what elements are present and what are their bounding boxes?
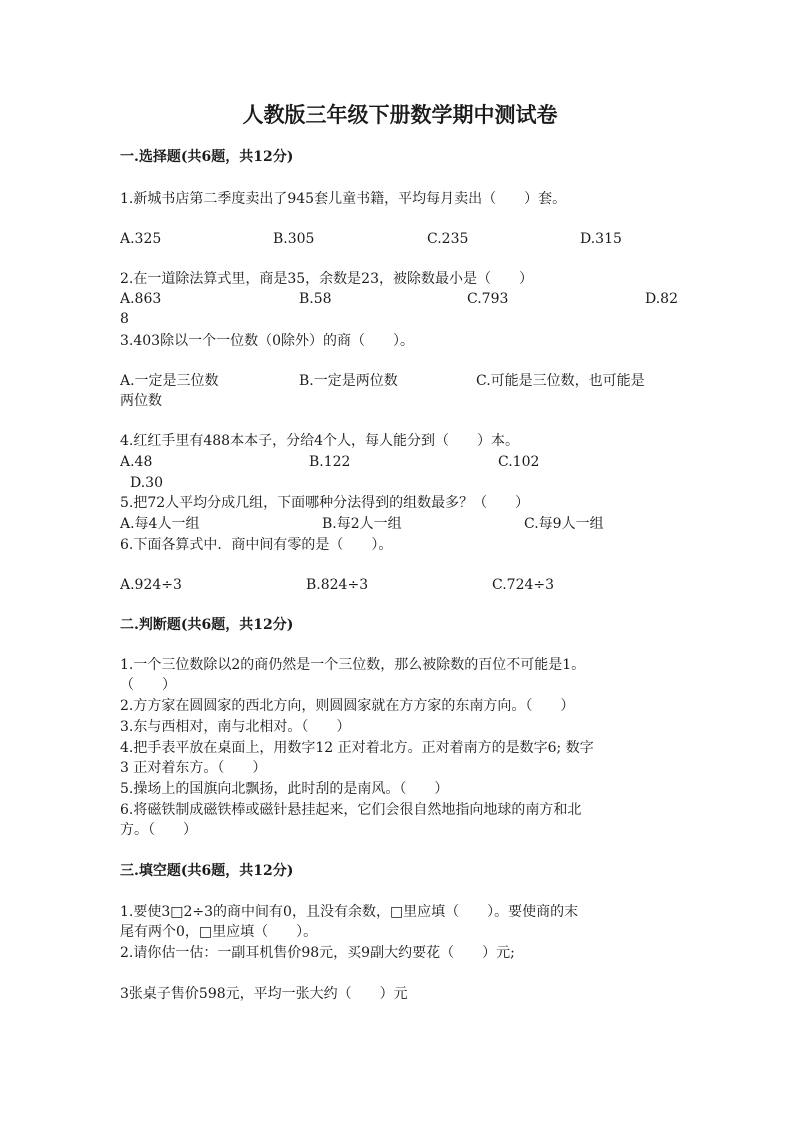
option-a: A.每4人一组 xyxy=(120,516,200,532)
option-a: A.863 xyxy=(120,291,162,307)
section-heading-judgment: 二.判断题(共6题，共12分) xyxy=(120,617,294,633)
option-a: A.924÷3 xyxy=(120,577,182,593)
option-c: C.793 xyxy=(467,291,509,307)
option-a: A.48 xyxy=(120,454,153,470)
option-d: D.82 xyxy=(645,291,678,307)
question-1-1: 1.新城书店第二季度卖出了945套儿童书籍，平均每月卖出（ ）套。 xyxy=(120,191,567,207)
option-c: C.724÷3 xyxy=(492,577,555,593)
section-heading-choice: 一.选择题(共6题，共12分) xyxy=(120,149,294,165)
question-3-1: 1.要使3□2÷3的商中间有0，且没有余数，□里应填（ ）。要使商的末 xyxy=(120,904,579,920)
question-1-6: 6.下面各算式中．商中间有零的是（ ）。 xyxy=(120,537,393,553)
question-2-4-continued: 3 正对着东方。（ ） xyxy=(120,760,267,776)
option-b: B.122 xyxy=(309,454,351,470)
option-b: B.一定是两位数 xyxy=(299,373,398,389)
option-b: B.58 xyxy=(299,291,332,307)
question-3-2: 2.请你估一估：一副耳机售价98元，买9副大约要花（ ）元; xyxy=(120,945,515,961)
option-d: D.315 xyxy=(580,231,622,247)
option-d-continued: 8 xyxy=(120,311,129,327)
option-c: C.可能是三位数，也可能是 xyxy=(476,373,645,389)
question-1-3: 3.403除以一个一位数（0除外）的商（ ）。 xyxy=(120,333,414,349)
option-c: C.235 xyxy=(427,231,469,247)
question-3-2-continued: 3张桌子售价598元，平均一张大约（ ）元 xyxy=(120,986,408,1002)
question-1-5: 5.把72人平均分成几组，下面哪种分法得到的组数最多？（ ） xyxy=(120,495,530,511)
question-2-5: 5.操场上的国旗向北飘扬，此时刮的是南风。（ ） xyxy=(120,781,449,797)
option-b: B.305 xyxy=(273,231,315,247)
page-title: 人教版三年级下册数学期中测试卷 xyxy=(242,102,558,127)
option-c-continued: 两位数 xyxy=(120,393,162,409)
option-c: C.102 xyxy=(498,454,540,470)
question-2-3: 3.东与西相对，南与北相对。（ ） xyxy=(120,719,351,735)
question-1-4: 4.红红手里有488本本子，分给4个人，每人能分到（ ）本。 xyxy=(120,433,519,449)
option-a: A.一定是三位数 xyxy=(120,373,219,389)
question-2-2: 2.方方家在圆圆家的西北方向，则圆圆家就在方方家的东南方向。（ ） xyxy=(120,698,575,714)
option-d: D.30 xyxy=(130,475,163,491)
question-2-6: 6.将磁铁制成磁铁棒或磁针悬挂起来，它们会很自然地指向地球的南方和北 xyxy=(120,802,582,818)
option-b: B.824÷3 xyxy=(306,577,369,593)
question-3-1-continued: 尾有两个0，□里应填（ ）。 xyxy=(120,924,318,940)
question-1-2: 2.在一道除法算式里，商是35，余数是23，被除数最小是（ ） xyxy=(120,271,533,287)
section-heading-fill: 三.填空题(共6题，共12分) xyxy=(120,863,294,879)
option-a: A.325 xyxy=(120,231,162,247)
question-2-4: 4.把手表平放在桌面上，用数字12 正对着北方。正对着南方的是数字6; 数字 xyxy=(120,740,594,756)
option-b: B.每2人一组 xyxy=(322,516,402,532)
question-2-1-continued: （ ） xyxy=(120,677,176,693)
option-c: C.每9人一组 xyxy=(524,516,604,532)
question-2-1: 1.一个三位数除以2的商仍然是一个三位数，那么被除数的百位不可能是1。 xyxy=(120,657,586,673)
question-2-6-continued: 方。（ ） xyxy=(120,822,197,838)
